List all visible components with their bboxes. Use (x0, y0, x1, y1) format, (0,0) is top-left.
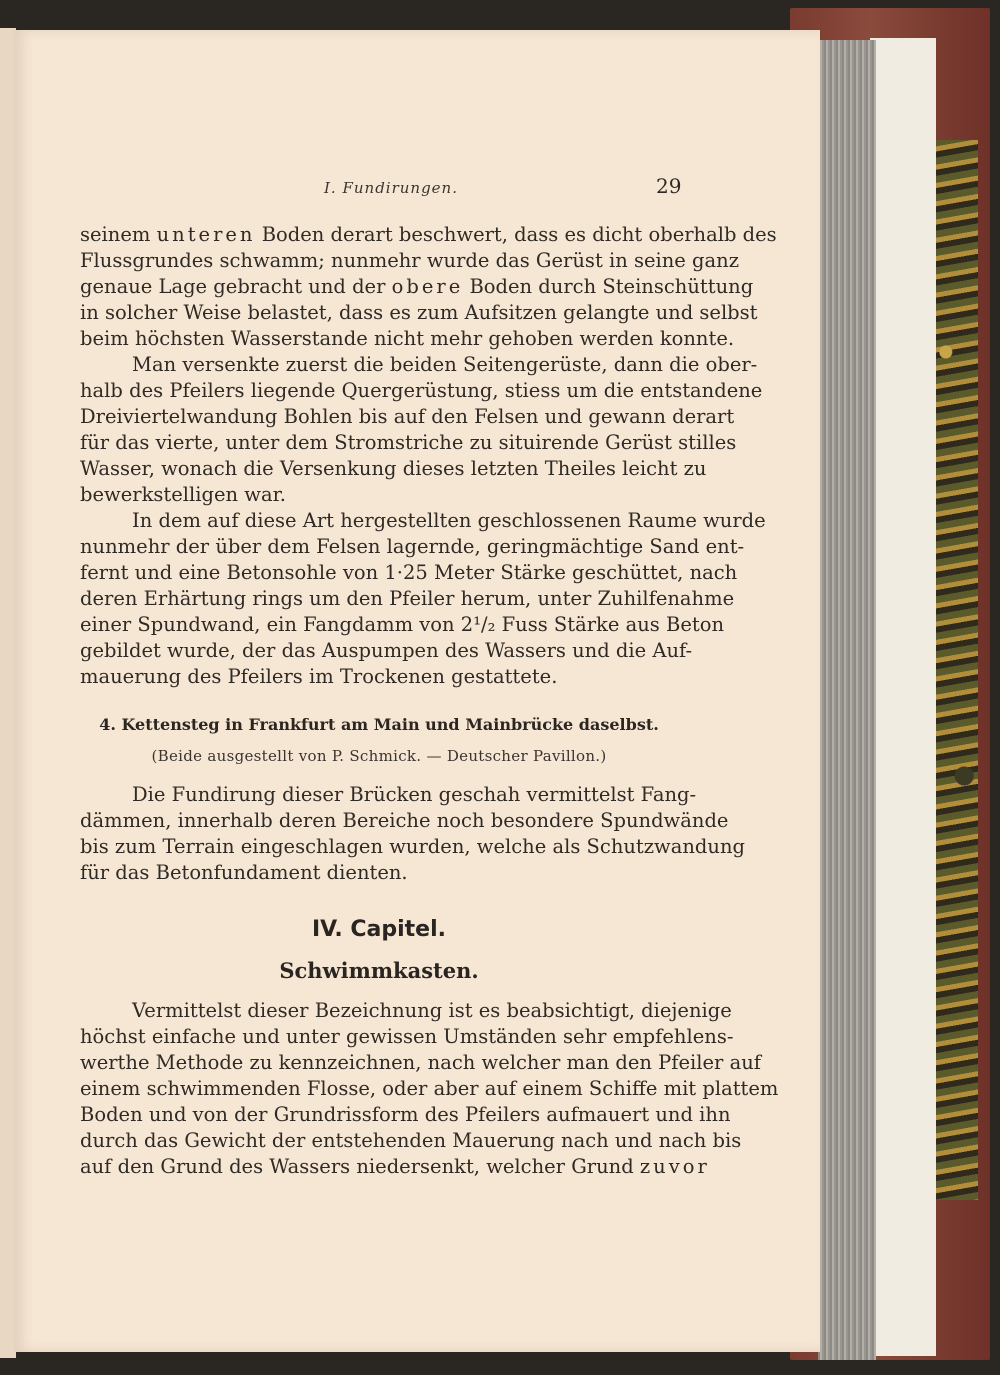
paragraph-4 (80, 782, 745, 886)
paragraph-2 (80, 352, 763, 508)
text-line: In dem auf diese Art hergestellten geschlossenen Raume wurde (132, 509, 766, 532)
text-line: seinem unteren Boden derart beschwert, dass es dicht oberhalb des (80, 223, 777, 246)
section-heading: 4. Kettensteg in Frankfurt am Main und Mainbrücke daselbst. (99, 715, 659, 734)
text-line: Vermittelst dieser Bezeichnung ist es beabsichtigt, diejenige (132, 999, 732, 1022)
paragraph-1 (80, 222, 777, 352)
text-line: höchst einfache und unter gewissen Umständen sehr empfehlens- (80, 1025, 734, 1048)
marbled-edge (932, 140, 978, 1200)
chapter-subtitle: Schwimmkasten. (279, 958, 479, 983)
text-line: genaue Lage gebracht und der obere Boden durch Steinschüttung (80, 275, 754, 298)
text-line: Dreiviertelwandung Bohlen bis auf den Felsen und gewann derart (80, 405, 735, 428)
text-line: bis zum Terrain eingeschlagen wurden, welche als Schutzwandung (80, 835, 745, 858)
paragraph-5 (80, 998, 779, 1180)
text-line: Boden und von der Grundrissform des Pfeilers aufmauert und ihn (80, 1103, 731, 1126)
text-line: Flussgrundes schwamm; nunmehr wurde das Gerüst in seine ganz (80, 249, 739, 272)
text-line: gebildet wurde, der das Auspumpen des Wassers und die Auf- (80, 639, 693, 662)
text-line: nunmehr der über dem Felsen lagernde, geringmächtige Sand ent- (80, 535, 745, 558)
text-line: einer Spundwand, ein Fangdamm von 2¹/₂ Fuss Stärke aus Beton (80, 613, 725, 636)
text-line: dämmen, innerhalb deren Bereiche noch besondere Spundwände (80, 809, 729, 832)
text-line: in solcher Weise belastet, dass es zum Aufsitzen gelangte und selbst (80, 301, 758, 324)
text-line: mauerung des Pfeilers im Trockenen gestattete. (80, 665, 558, 688)
text-line: beim höchsten Wasserstande nicht mehr gehoben werden konnte. (80, 327, 735, 350)
text-line: einem schwimmenden Flosse, oder aber auf einem Schiffe mit plattem (80, 1077, 779, 1100)
text-line: Man versenkte zuerst die beiden Seitengerüste, dann die ober- (132, 353, 758, 376)
running-title: I. Fundirungen. (324, 179, 458, 197)
text-line: für das Betonfundament dienten. (80, 861, 408, 884)
text-line: fernt und eine Betonsohle von 1·25 Meter Stärke geschüttet, nach (80, 561, 738, 584)
text-line: deren Erhärtung rings um den Pfeiler herum, unter Zuhilfenahme (80, 587, 735, 610)
chapter-title: IV. Capitel. (311, 917, 446, 942)
text-line: Wasser, wonach die Versenkung dieses letzten Theiles leicht zu (80, 457, 707, 480)
text-line: für das vierte, unter dem Stromstriche zu situirende Gerüst stilles (80, 431, 737, 454)
text-line: auf den Grund des Wassers niedersenkt, welcher Grund zuvor (80, 1155, 710, 1178)
text-line: bewerkstelligen war. (80, 483, 286, 506)
paragraph-3 (80, 508, 766, 690)
text-line: Die Fundirung dieser Brücken geschah vermittelst Fang- (132, 783, 697, 806)
section-subheading: (Beide ausgestellt von P. Schmick. — Deutscher Pavillon.) (151, 747, 607, 765)
page-number: 29 (656, 174, 682, 198)
text-line: werthe Methode zu kennzeichnen, nach welcher man den Pfeiler auf (80, 1051, 761, 1074)
text-line: durch das Gewicht der entstehenden Mauerung nach und nach bis (80, 1129, 742, 1152)
text-line: halb des Pfeilers liegende Quergerüstung, stiess um die entstandene (80, 379, 763, 402)
back-page (870, 38, 936, 1356)
page-edges (818, 40, 876, 1360)
